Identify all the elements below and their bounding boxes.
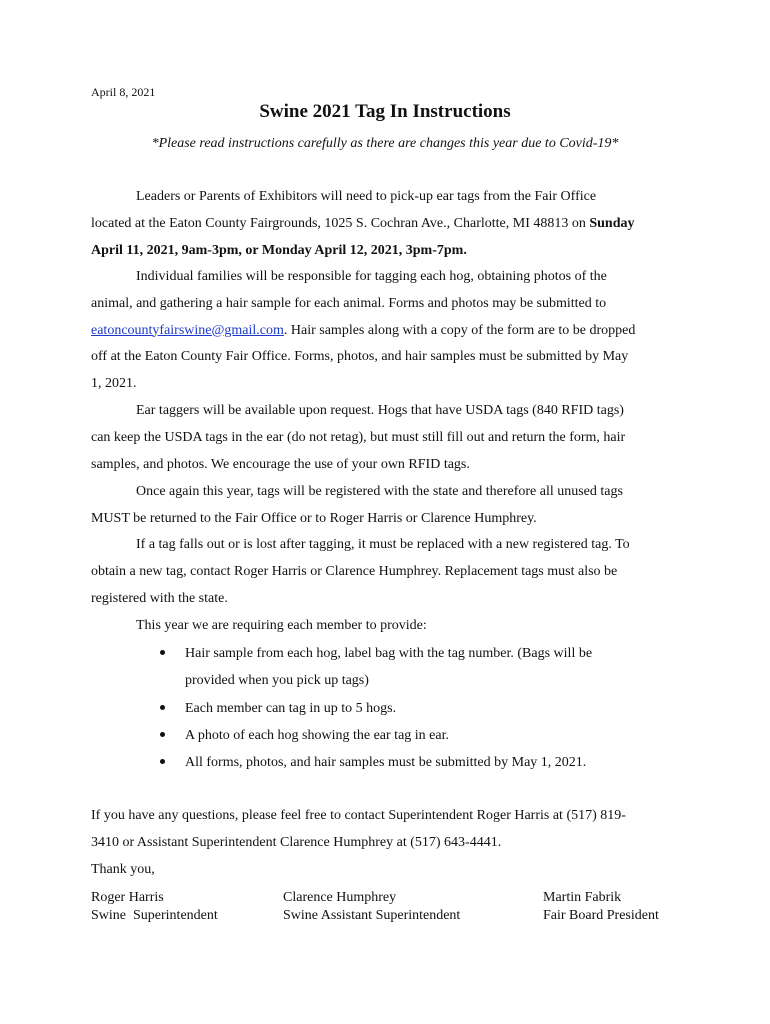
signature-block xyxy=(543,889,659,925)
paragraph-line: off at the Eaton County Fair Office. Forms, photos, and hair samples must be submitted by May xyxy=(91,349,629,365)
paragraph-line: animal, and gathering a hair sample for each animal. Forms and photos may be submitted to xyxy=(91,295,607,311)
signer-name: Martin Fabrik xyxy=(543,890,622,905)
paragraph-pickup xyxy=(91,184,691,264)
paragraph-registration xyxy=(91,479,691,533)
signer-title: Fair Board President xyxy=(543,908,659,923)
pickup-date-bold: Sunday xyxy=(589,215,635,231)
document-subtitle: *Please read instructions carefully as there are changes this year due to Covid-19* xyxy=(151,136,619,151)
paragraph-line: If you have any questions, please feel free to contact Superintendent Roger Harris at (517) 819- xyxy=(91,808,626,823)
paragraph-replacement xyxy=(91,532,691,612)
paragraph-line: can keep the USDA tags in the ear (do not retag), but must still fill out and return the form, hair xyxy=(91,429,626,445)
paragraph-line xyxy=(91,318,691,345)
pickup-times-bold: April 11, 2021, 9am-3pm, or Monday April 12, 2021, 3pm-7pm. xyxy=(91,242,467,258)
paragraph-line: MUST be returned to the Fair Office or to Roger Harris or Clarence Humphrey. xyxy=(91,510,537,526)
paragraph-line: Individual families will be responsible for tagging each hog, obtaining photos of the xyxy=(136,269,607,284)
signer-name: Roger Harris xyxy=(91,890,164,905)
bullet-icon xyxy=(160,759,165,764)
paragraph-line: Once again this year, tags will be registered with the state and therefore all unused tags xyxy=(136,484,623,499)
list-item-text: Hair sample from each hog, label bag with the tag number. (Bags will be xyxy=(185,646,593,661)
paragraph-line: 3410 or Assistant Superintendent Clarence Humphrey at (517) 643-4441. xyxy=(91,834,502,850)
signer-title: Swine Assistant Superintendent xyxy=(283,908,461,923)
paragraph-line xyxy=(91,211,691,238)
paragraph-text: . Hair samples along with a copy of the form are to be dropped xyxy=(283,322,636,338)
paragraph-line: If a tag falls out or is lost after tagging, it must be replaced with a new registered tag. To xyxy=(136,537,630,552)
bullet-icon xyxy=(160,650,165,655)
paragraph-line: Leaders or Parents of Exhibitors will need to pick-up ear tags from the Fair Office xyxy=(136,189,597,204)
paragraph-line: samples, and photos. We encourage the use of your own RFID tags. xyxy=(91,456,470,472)
closing-line: Thank you, xyxy=(91,861,155,877)
paragraph-line: This year we are requiring each member to provide: xyxy=(136,618,427,633)
paragraph-requirements xyxy=(91,613,691,640)
signer-name: Clarence Humphrey xyxy=(283,890,397,905)
document-date: April 8, 2021 xyxy=(91,85,156,99)
paragraph-line: 1, 2021. xyxy=(91,376,137,392)
signature-block xyxy=(283,889,460,925)
paragraph-line xyxy=(91,238,691,265)
list-item-text: All forms, photos, and hair samples must be submitted by May 1, 2021. xyxy=(185,755,587,771)
bullet-icon xyxy=(160,732,165,737)
list-item-text: Each member can tag in up to 5 hogs. xyxy=(185,700,397,716)
paragraph-families xyxy=(91,264,691,398)
paragraph-text: located at the Eaton County Fairgrounds, 1025 S. Cochran Ave., Charlotte, MI 48813 on xyxy=(91,215,590,231)
document-title: Swine 2021 Tag In Instructions xyxy=(259,101,511,122)
signer-title: Swine Superintendent xyxy=(91,908,218,923)
paragraph-line: obtain a new tag, contact Roger Harris or Clarence Humphrey. Replacement tags must also be xyxy=(91,563,618,579)
list-item-text: A photo of each hog showing the ear tag in ear. xyxy=(185,727,449,743)
paragraph-taggers xyxy=(91,398,691,478)
list-item-text: provided when you pick up tags) xyxy=(185,673,369,689)
paragraph-contact xyxy=(91,803,691,883)
paragraph-line: registered with the state. xyxy=(91,590,228,606)
signature-block xyxy=(91,889,218,925)
paragraph-line: Ear taggers will be available upon request. Hogs that have USDA tags (840 RFID tags) xyxy=(136,403,624,418)
bullet-icon xyxy=(160,705,165,710)
email-link[interactable]: eatoncountyfairswine@gmail.com xyxy=(91,322,284,338)
